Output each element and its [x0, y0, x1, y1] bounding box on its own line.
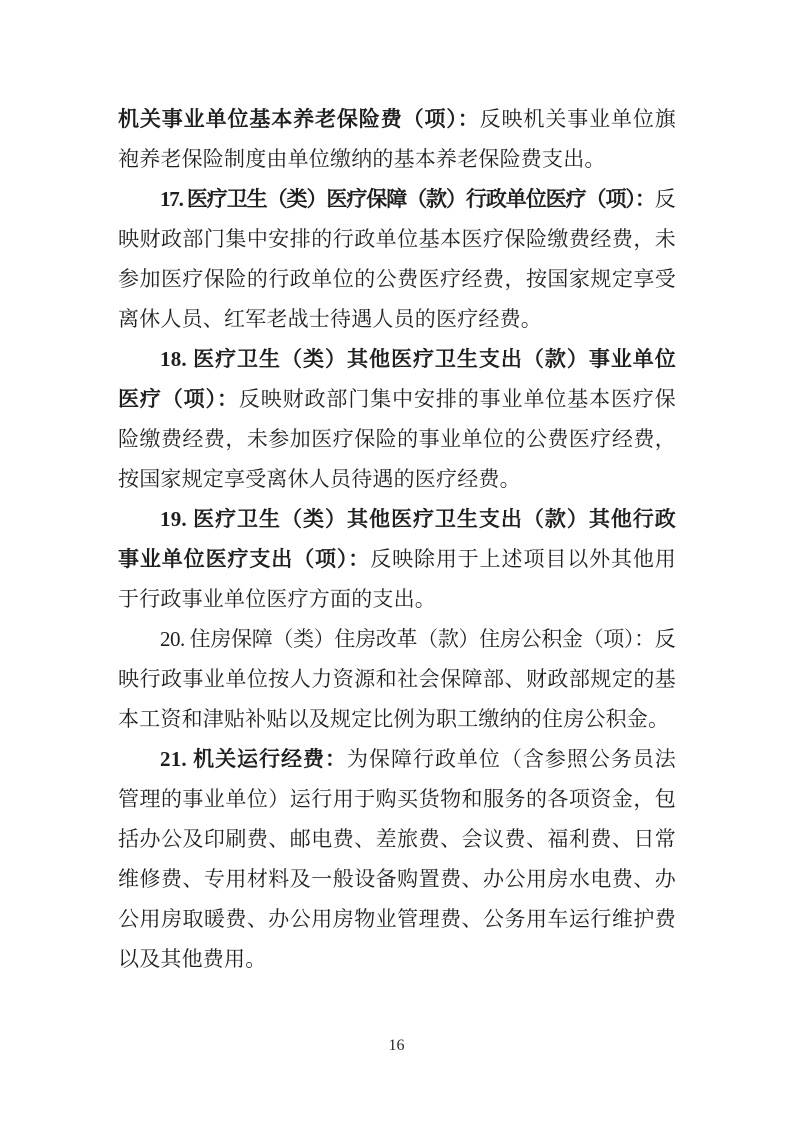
page-footer	[0, 1036, 793, 1056]
page-number: 16	[388, 1037, 405, 1054]
paragraph-item20	[118, 619, 676, 739]
item19-description: 反映除用于上述项目以外其他用于行政事业单位医疗方面的支出。	[118, 547, 676, 611]
item17-heading: 17. 医疗卫生（类）医疗保障（款）行政单位医疗（项）：	[160, 187, 655, 211]
item18-heading: 18. 医疗卫生（类）其他医疗卫生支出（款）事业单位医疗（项）：	[118, 347, 676, 411]
item16-description: 反映机关事业单位旗袍养老保险制度由单位缴纳的基本养老保险费支出。	[118, 107, 676, 171]
paragraph-item16-continuation	[118, 99, 676, 179]
paragraph-item21	[118, 739, 676, 979]
item21-heading: 21. 机关运行经费：	[160, 747, 347, 771]
paragraph-item18	[118, 339, 676, 499]
item20-heading: 20. 住房保障（类）住房改革（款）住房公积金（项）：	[160, 627, 655, 651]
item21-description: 为保障行政单位（含参照公务员法管理的事业单位）运行用于购买货物和服务的各项资金，包括办公及印刷费、邮电费、差旅费、会议费、福利费、日常维修费、专用材料及一般设备购置费、办公用房水电费、办公用房取暖费、办公用房物业管理费、公务用车运行维护费以及其他费用。	[118, 747, 677, 971]
document-text-block	[118, 99, 676, 979]
paragraph-item19	[118, 499, 676, 619]
item17-description: 反映财政部门集中安排的行政单位基本医疗保险缴费经费，未参加医疗保险的行政单位的公费医疗经费，按国家规定享受离休人员、红军老战士待遇人员的医疗经费。	[118, 187, 676, 331]
paragraph-item17	[118, 179, 676, 339]
item18-description: 反映财政部门集中安排的事业单位基本医疗保险缴费经费，未参加医疗保险的事业单位的公费医疗经费，按国家规定享受离休人员待遇的医疗经费。	[118, 387, 677, 491]
item19-heading: 19. 医疗卫生（类）其他医疗卫生支出（款）其他行政事业单位医疗支出（项）：	[118, 507, 676, 571]
item16-heading-tail: 机关事业单位基本养老保险费（项）：	[118, 107, 480, 131]
item20-description: 反映行政事业单位按人力资源和社会保障部、财政部规定的基本工资和津贴补贴以及规定比例为职工缴纳的住房公积金。	[118, 627, 676, 731]
